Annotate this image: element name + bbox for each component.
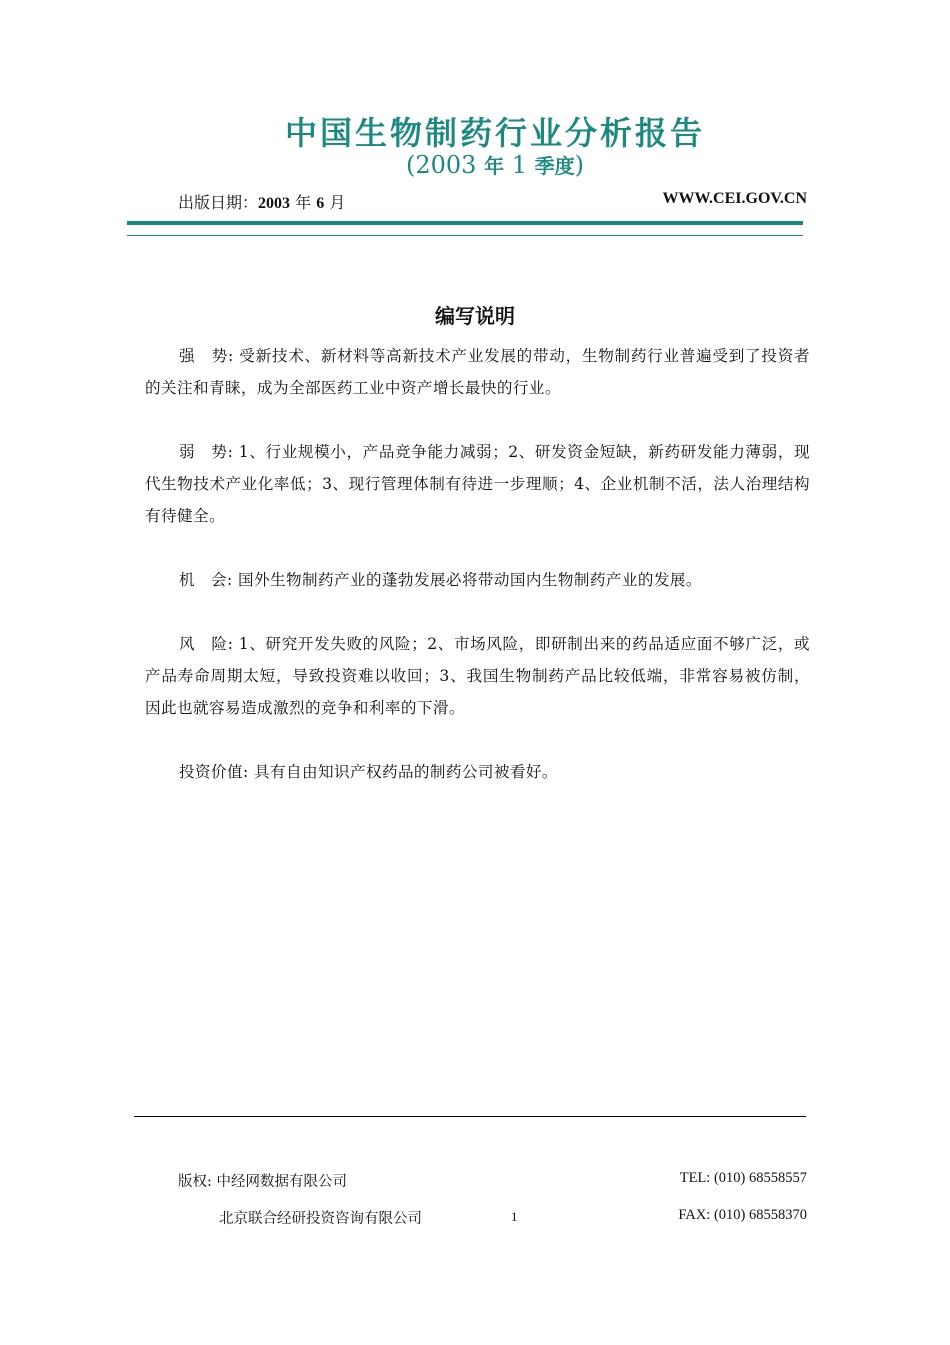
footer-fax: FAX: (010) 68558370 (678, 1207, 807, 1223)
subtitle-close-paren: ) (574, 151, 585, 179)
pub-month-char: 月 (329, 193, 346, 212)
pub-year: 2003 (258, 195, 291, 212)
paragraph-text: : 1、行业规模小，产品竞争能力减弱；2、研发资金短缺，新药研发能力薄弱，现代生物技术产业化率低；3、现行管理体制有待进一步理顺；4、企业机制不活，法人治理结构有待健全。 (145, 443, 810, 525)
paragraph-label: 机 会 (179, 571, 227, 589)
paragraph-text: : 具有自由知识产权药品的制药公司被看好。 (242, 763, 558, 781)
paragraph-label: 强 势 (179, 347, 228, 365)
report-title: 中国生物制药行业分析报告 (284, 114, 705, 152)
paragraph-text: : 国外生物制药产业的蓬勃发展必将带动国内生物制药产业的发展。 (226, 571, 702, 589)
paragraph-label: 风 险 (179, 635, 228, 653)
pub-month: 6 (316, 195, 325, 212)
report-subtitle (0, 150, 950, 179)
paragraph-weaknesses (145, 436, 810, 532)
website-link[interactable]: WWW.CEI.GOV.CN (662, 190, 807, 207)
footer-copyright: 版权: 中经网数据有限公司 (178, 1174, 347, 1190)
footer-company: 北京联合经研投资咨询有限公司 (219, 1211, 422, 1227)
paragraph-label: 投资价值 (179, 763, 243, 781)
paragraph-investment-value (145, 756, 810, 788)
footer-tel: TEL: (010) 68558557 (679, 1170, 807, 1186)
subtitle-quarter: 1 (511, 151, 527, 179)
paragraph-label: 弱 势 (179, 443, 228, 461)
subtitle-season: 季度 (534, 154, 575, 178)
pub-year-char: 年 (295, 193, 312, 212)
paragraph-opportunities (145, 564, 810, 596)
section-body (145, 340, 810, 820)
subtitle-year-char: 年 (484, 154, 505, 178)
paragraph-text: : 受新技术、新材料等高新技术产业发展的带动，生物制药行业普遍受到了投资者的关注和青睐，成为全部医药工业中资产增长最快的行业。 (145, 347, 810, 397)
section-heading: 编写说明 (435, 304, 515, 328)
header-rule-thin (127, 235, 803, 236)
pub-label: 出版日期： (178, 193, 259, 212)
page-number: 1 (511, 1209, 518, 1224)
footer-rule (134, 1116, 806, 1117)
paragraph-text: : 1、研究开发失败的风险；2、市场风险，即研制出来的药品适应面不够广泛，或产品寿命周期太短，导致投资难以收回；3、我国生物制药产品比较低端，非常容易被仿制，因此也就容易造成激烈的竞争和利率的下滑。 (145, 635, 810, 717)
paragraph-risks (145, 628, 810, 724)
subtitle-open-paren: ( (405, 151, 416, 179)
header-rule-thick (127, 221, 803, 225)
publication-date (178, 190, 345, 213)
paragraph-strengths (145, 340, 810, 404)
subtitle-year: 2003 (415, 151, 477, 179)
